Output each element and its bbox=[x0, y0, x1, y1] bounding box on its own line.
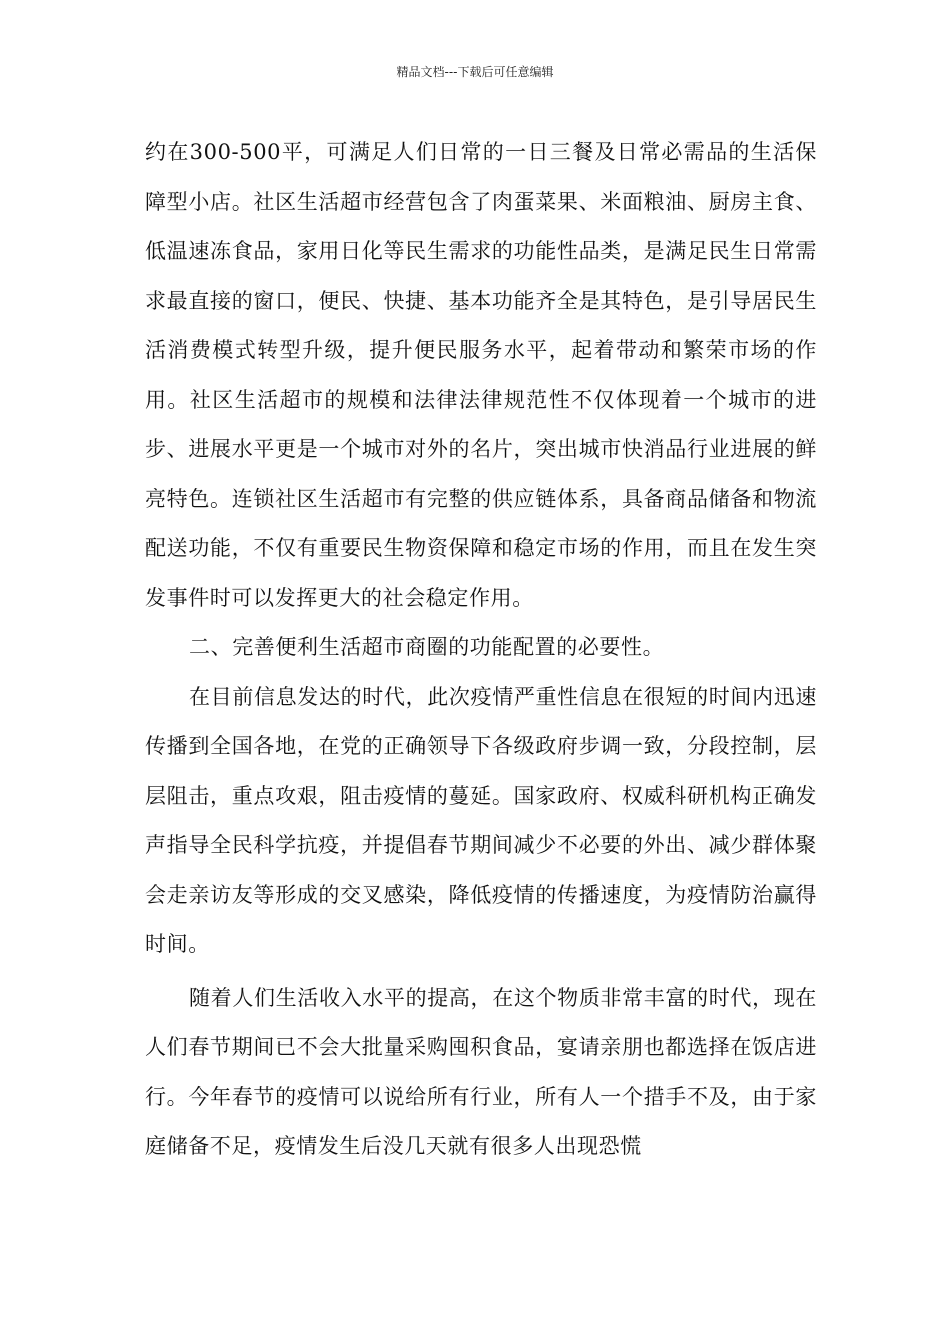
page-header: 精品文档---下载后可任意编辑 bbox=[396, 65, 554, 79]
document-body bbox=[145, 128, 817, 1172]
section-heading: 二、完善便利生活超市商圈的功能配置的必要性。 bbox=[189, 635, 665, 659]
paragraph-continuation: 约在300-500平，可满足人们日常的一日三餐及日常必需品的生活保障型小店。社区生活超市经营包含了肉蛋菜果、米面粮油、厨房主食、低温速冻食品，家用日化等民生需求的功能性品类，是满足民生日常需求最直接的窗口，便民、快捷、基本功能齐全是其特色，是引导居民生活消费模式转型升级，提升便民服务水平，起着带动和繁荣市场的作用。社区生活超市的规模和法律法律规范性不仅体现着一个城市的进步、进展水平更是一个城市对外的名片，突出城市快消品行业进展的鲜亮特色。连锁社区生活超市有完整的供应链体系，具备商品储备和物流配送功能，不仅有重要民生物资保障和稳定市场的作用，而且在发生突发事件时可以发挥更大的社会稳定作用。 bbox=[145, 140, 817, 610]
paragraph-living-standard: 随着人们生活收入水平的提高，在这个物质非常丰富的时代，现在人们春节期间已不会大批量采购囤积食品，宴请亲朋也都选择在饭店进行。今年春节的疫情可以说给所有行业，所有人一个措手不及，由于家庭储备不足，疫情发生后没几天就有很多人出现恐慌 bbox=[145, 985, 817, 1158]
paragraph-epidemic-info: 在目前信息发达的时代，此次疫情严重性信息在很短的时间内迅速传播到全国各地，在党的正确领导下各级政府步调一致，分段控制，层层阻击，重点攻艰，阻击疫情的蔓延。国家政府、权威科研机构正确发声指导全民科学抗疫，并提倡春节期间减少不必要的外出、减少群体聚会走亲访友等形成的交叉感染，降低疫情的传播速度，为疫情防治赢得时间。 bbox=[145, 684, 817, 956]
